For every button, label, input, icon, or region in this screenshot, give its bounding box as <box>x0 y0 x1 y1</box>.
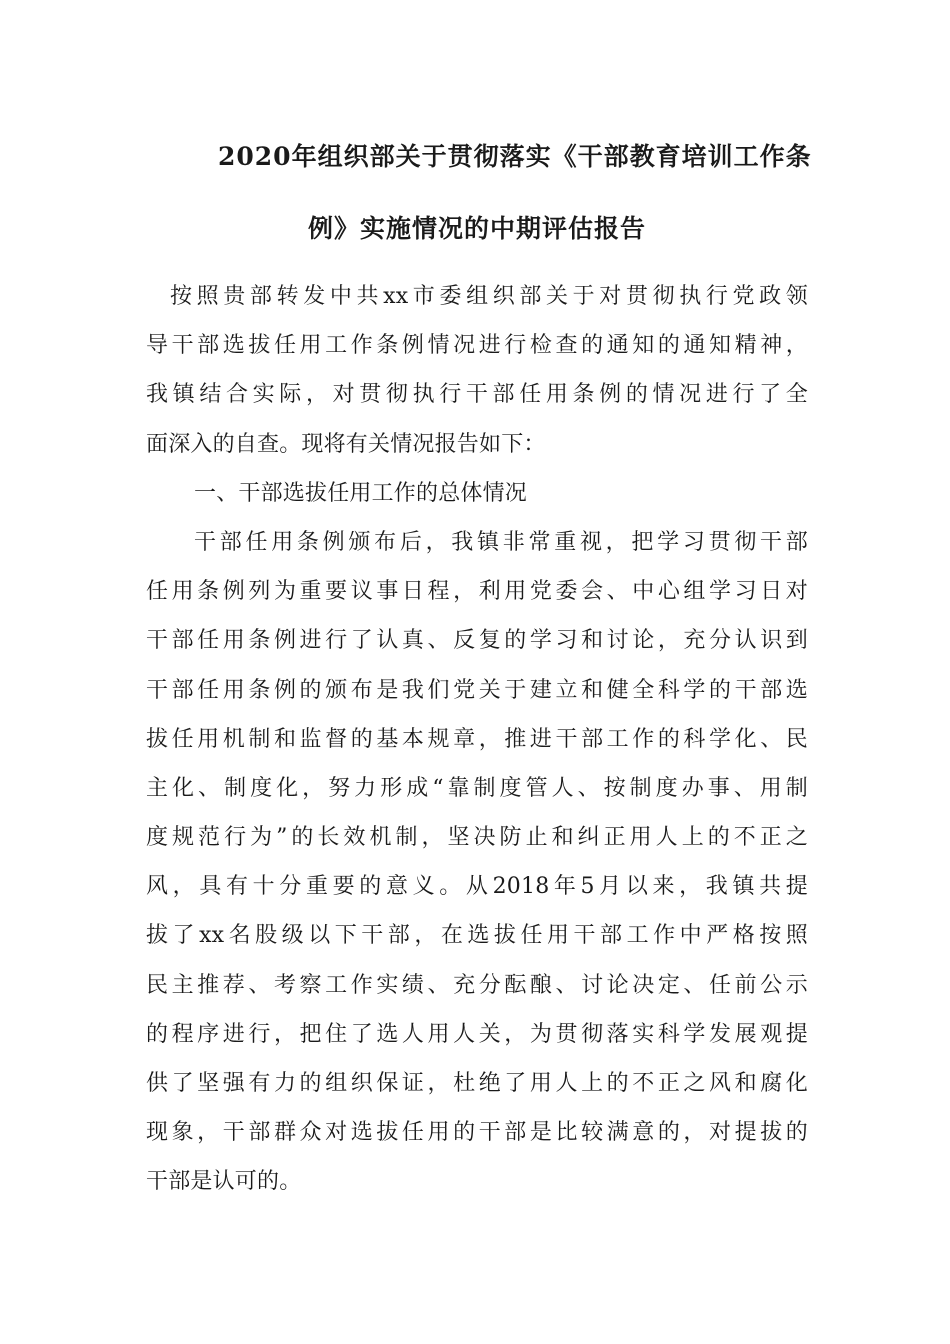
body-line-p2-12: 供了坚强有力的组织保证，杜绝了用人上的不正之风和腐化 <box>146 1071 808 1096</box>
body-line-p2-5: 拔任用机制和监督的基本规章，推进干部工作的科学化、民 <box>146 726 808 752</box>
body-line-p2-7: 度规范行为”的长效机制，坚决防止和纠正用人上的不正之 <box>146 825 808 851</box>
document-body <box>146 272 808 1207</box>
body-line-p2-13: 现象，干部群众对选拔任用的干部是比较满意的，对提拔的 <box>146 1120 808 1146</box>
body-line-p2-9: 拔了xx名股级以下干部，在选拔任用干部工作中严格按照 <box>146 923 808 949</box>
section-heading-1: 一、干部选拔任用工作的总体情况 <box>194 480 528 506</box>
body-line-p2-1: 干部任用条例颁布后，我镇非常重视，把学习贯彻干部 <box>194 529 808 555</box>
body-line-p2-3: 干部任用条例进行了认真、反复的学习和讨论，充分认识到 <box>146 628 808 654</box>
body-line-intro-4: 面深入的自查。现将有关情况报告如下： <box>146 431 546 457</box>
document-title-line-2: 例》实施情况的中期评估报告 <box>308 214 647 243</box>
body-line-intro-3: 我镇结合实际，对贯彻执行干部任用条例的情况进行了全 <box>146 382 808 408</box>
body-line-p2-4: 干部任用条例的颁布是我们党关于建立和健全科学的干部选 <box>146 677 808 703</box>
body-line-p2-6: 主化、制度化，努力形成“靠制度管人、按制度办事、用制 <box>146 775 808 801</box>
body-line-intro-1: 按照贵部转发中共xx市委组织部关于对贯彻执行党政领 <box>170 284 808 309</box>
body-line-p2-2: 任用条例列为重要议事日程，利用党委会、中心组学习日对 <box>146 579 808 605</box>
body-line-p2-14: 干部是认可的。 <box>146 1169 302 1195</box>
body-line-intro-2: 导干部选拔任用工作条例情况进行检查的通知的通知精神， <box>146 333 808 359</box>
body-line-p2-8: 风，具有十分重要的意义。从2018年5月以来，我镇共提 <box>146 874 808 900</box>
body-line-p2-10: 民主推荐、考察工作实绩、充分酝酿、讨论决定、任前公示 <box>146 972 808 998</box>
body-line-p2-11: 的程序进行，把住了选人用人关，为贯彻落实科学发展观提 <box>146 1021 808 1047</box>
document-title-line-1: 2020年组织部关于贯彻落实《干部教育培训工作条 <box>218 142 812 171</box>
